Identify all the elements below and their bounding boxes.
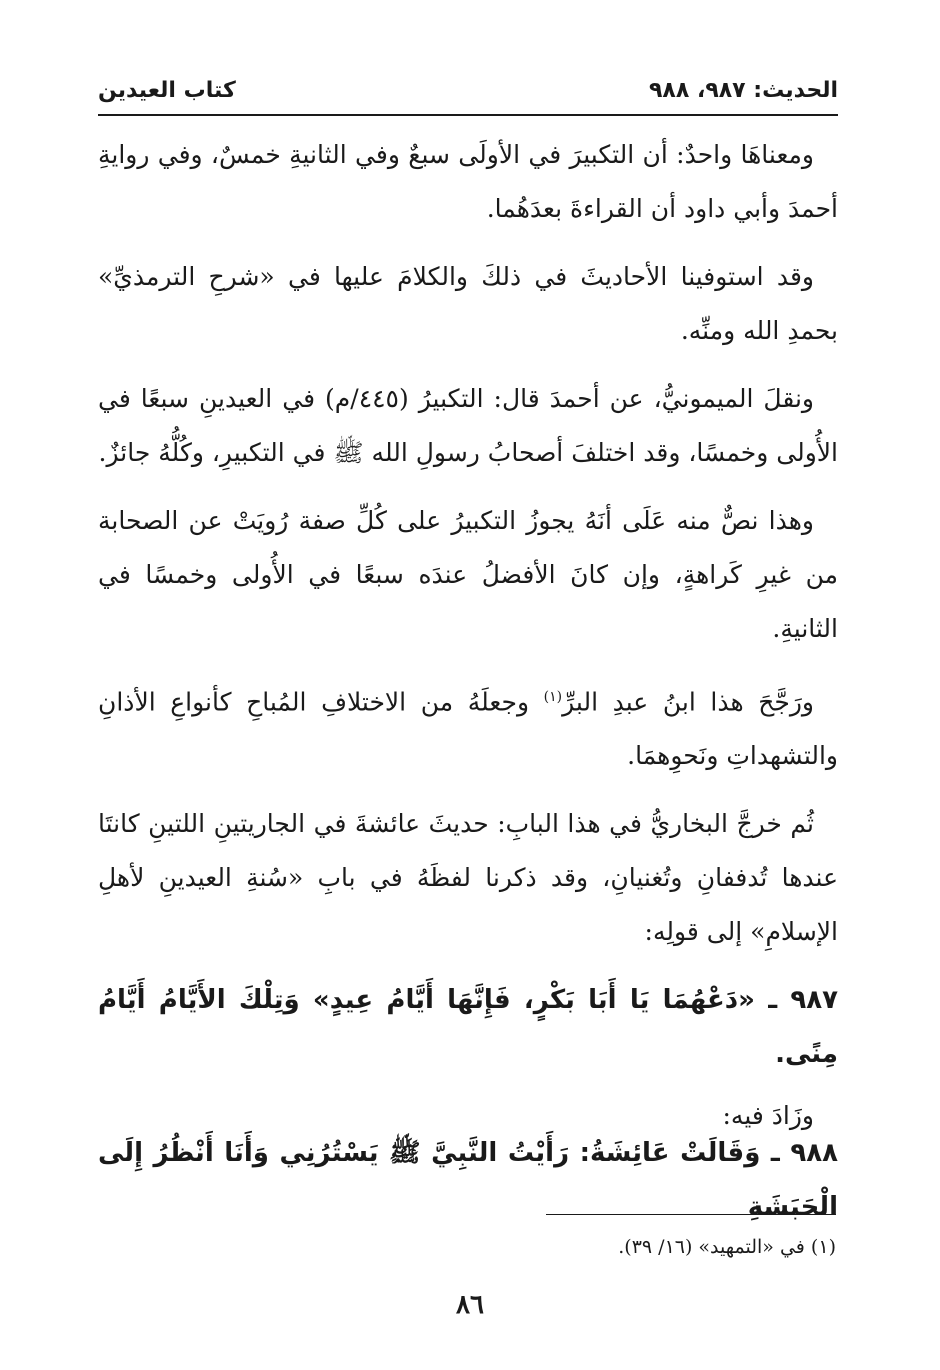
hadith-987: ٩٨٧ ـ «دَعْهُمَا يَا أَبَا بَكْرٍ، فَإِنَّهَا أَيَّامُ عِيدٍ» وَتِلْكَ الأَيَّامُ أَيَّامُ مِنًى. (98, 985, 838, 1070)
paragraph: وهذا نصٌّ منه عَلَى أنَهُ يجوزُ التكبيرُ على كُلِّ صفة رُويَتْ عن الصحابة من غيرِ كَراهةٍ، وإن كانَ الأفضلُ عندَه سبعًا في الأُولى وخمسًا في الثانيةِ. (98, 506, 838, 643)
footnote-marker: (١) (543, 689, 563, 705)
book-title: كتاب العيدين (98, 78, 236, 103)
paragraph (98, 670, 838, 783)
paragraph: ومعناهَا واحدٌ: أن التكبيرَ في الأولَى سبعٌ وفي الثانيةِ خمسٌ، وفي روايةِ أحمدَ وأبي داود أن القراءةَ بعدَهُما. (98, 140, 838, 223)
paragraph-text: وجعلَهُ من الاختلافِ المُباحِ كأنواعِ الأذانِ والتشهداتِ ونَحوِهمَا. (98, 687, 838, 771)
paragraph: ثُم خرجَّ البخاريُّ في هذا البابِ: حديثَ عائشةَ في الجاريتينِ اللتينِ كانتَا عندها تُدففانِ وتُغنيانِ، وقد ذكرنا لفظَهُ في بابِ «سُنةِ العيدينِ لأهلِ الإسلامِ» إلى قولِه: (98, 809, 838, 947)
main-text (98, 128, 838, 1157)
page-number: ٨٦ (456, 1290, 484, 1320)
hadith-reference: الحديث: ٩٨٧، ٩٨٨ (649, 78, 838, 103)
running-header (98, 74, 838, 116)
paragraph: وقد استوفينا الأحاديثَ في ذلكَ والكلامَ عليها في «شرحِ الترمذيِّ» بحمدِ الله ومنِّه. (98, 262, 838, 345)
paragraph: ونقلَ الميمونيُّ، عن أحمدَ قال: التكبيرُ (٤٤٥/م) في العيدينِ سبعًا في الأُولى وخمسًا، وقد اختلفَ أصحابُ رسولِ الله ﷺ في التكبيرِ، وكُلُّهُ جائزٌ. (98, 384, 838, 467)
hadith-988: ٩٨٨ ـ وَقَالَتْ عَائِشَةُ: رَأَيْتُ النَّبِيَّ ﷺ يَسْتُرُنِي وَأَنَا أَنْظُرُ إِلَى الْحَبَشَةِ (98, 1138, 838, 1222)
footnote-divider (546, 1214, 836, 1215)
paragraph-text: ورَجَّحَ هذا ابنُ عبدِ البرِّ (562, 687, 814, 717)
footnote: (١) في «التمهيد» (١٦/ ٣٩). (618, 1236, 836, 1258)
paragraph: وزَادَ فيه: (722, 1101, 814, 1131)
